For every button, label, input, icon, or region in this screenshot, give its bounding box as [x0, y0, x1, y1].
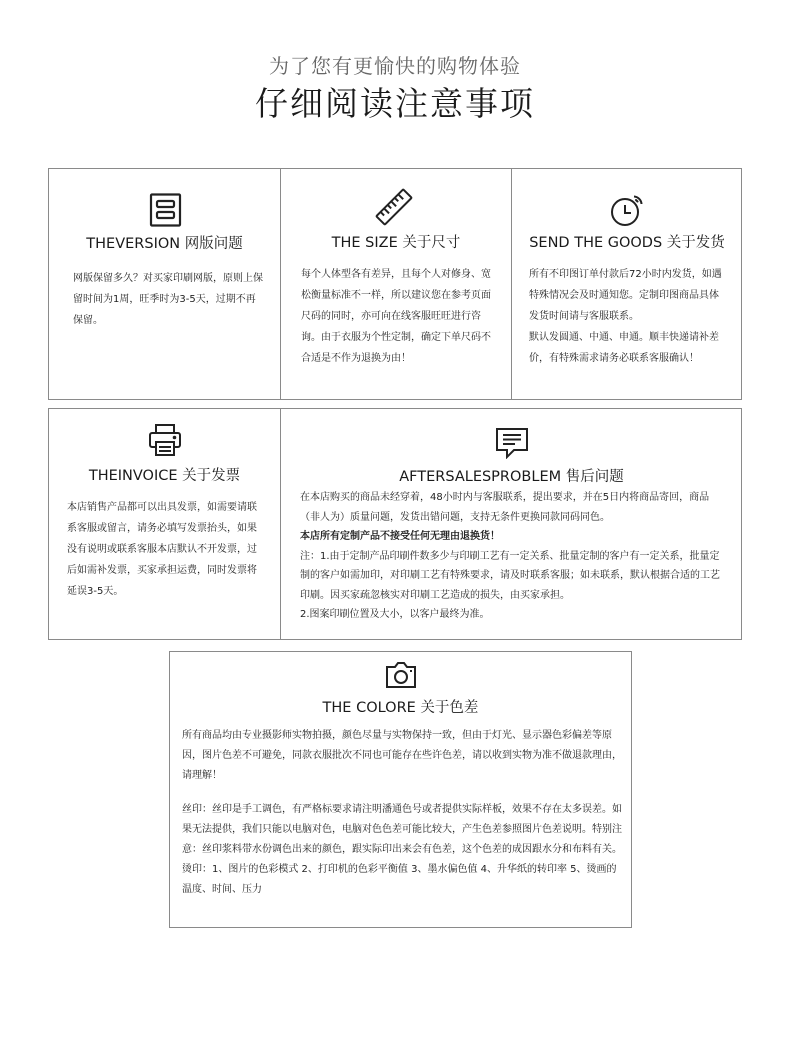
- section-color-text-3: 烫印：1、图片的色彩模式 2、打印机的色彩平衡值 3、墨水偏色值 4、升华纸的转印率 5、烫画的温度、时间、压力: [182, 864, 617, 895]
- notice-row-2: [48, 408, 742, 640]
- section-aftersales: [281, 409, 742, 639]
- section-shipping: [512, 169, 742, 399]
- section-color-text-1: 所有商品均由专业摄影师实物拍摄，颜色尽量与实物保持一致，但由于灯光、显示器色彩偏差等原因，图片色差不可避免，同款衣服批次不同也可能存在些许色差，请以收到实物为准不做退款理由，请理解！: [182, 730, 622, 781]
- message-icon: [494, 427, 530, 463]
- section-shipping-body: [529, 264, 727, 369]
- alarm-clock-icon: [610, 194, 644, 232]
- section-version-body: [73, 268, 263, 331]
- section-invoice-body: [67, 497, 265, 602]
- ruler-icon: [374, 187, 414, 231]
- header-subtitle: 为了您有更愉快的购物体验: [269, 54, 521, 78]
- camera-icon: [384, 660, 418, 694]
- section-invoice-text: 本店销售产品都可以出具发票，如需要请联系客服或留言，请务必填写发票抬头，如果没有说明或联系客服本店默认不开发票，过后如需补发票，买家承担运费，同时发票将延误3-5天。: [67, 502, 257, 597]
- section-aftersales-body: [300, 488, 726, 625]
- section-color-body: [182, 726, 622, 900]
- page-title: 仔细阅读注意事项: [255, 84, 535, 123]
- card-icon: [149, 193, 182, 231]
- section-size-body: [301, 264, 497, 369]
- section-aftersales-warning: 本店所有定制产品不接受任何无理由退换货！: [300, 531, 500, 542]
- section-color: [169, 651, 632, 928]
- section-size-text: 每个人体型各有差异，且每个人对修身、宽松衡量标准不一样，所以建议您在参考页面尺码的同时，亦可向在线客服旺旺进行咨询。由于衣服为个性定制，确定下单尺码不合适是不作为退换为由！: [301, 269, 491, 364]
- section-shipping-text-2: 默认发圆通、中通、申通。顺丰快递请补差价，有特殊需求请务必联系客服确认！: [529, 332, 719, 364]
- printer-icon: [148, 423, 182, 461]
- section-version: [49, 169, 280, 399]
- section-invoice: [49, 409, 280, 639]
- section-invoice-title: THEINVOICE 关于发票: [88, 468, 241, 484]
- notice-row-1: [48, 168, 742, 400]
- section-size-title: THE SIZE 关于尺寸: [331, 235, 461, 251]
- section-aftersales-text-4: 2.图案印刷位置及大小，以客户最终为准。: [300, 609, 490, 620]
- section-color-text-2: 丝印：丝印是手工调色，有严格标要求请注明潘通色号或者提供实际样板，效果不存在太多误差。如果无法提供，我们只能以电脑对色，电脑对色色差可能比较大，产生色差参照图片色差说明。特别注意：丝印浆料带水份调色出来的颜色，跟实际印出来会有色差，这个色差的成因跟水分和布料有关。: [182, 804, 622, 855]
- section-aftersales-text-3: 注：1.由于定制产品印刷件数多少与印刷工艺有一定关系、批量定制的客户有一定关系，批量定制的客户如需加印，对印刷工艺有特殊要求，请及时联系客服；如未联系，默认根据合适的工艺印刷。因买家疏忽核实对印刷工艺造成的损失，由买家承担。: [300, 550, 720, 601]
- section-size: [281, 169, 511, 399]
- section-aftersales-title: AFTERSALESPROBLEM 售后问题: [399, 469, 624, 485]
- section-color-title: THE COLORE 关于色差: [322, 700, 479, 716]
- section-version-title: THEVERSION 网版问题: [86, 236, 243, 252]
- section-shipping-text-1: 所有不印图订单付款后72小时内发货，如遇特殊情况会及时通知您。定制印图商品具体发货时间请与客服联系。: [529, 269, 722, 322]
- section-shipping-title: SEND THE GOODS 关于发货: [529, 235, 725, 251]
- section-version-text: 网版保留多久？对买家印刷网版，原则上保留时间为1周，旺季时为3-5天，过期不再保留。: [73, 273, 263, 326]
- section-aftersales-text-1: 在本店购买的商品未经穿着，48小时内与客服联系，提出要求，并在5日内将商品寄回，商品（非人为）质量问题，发货出错问题，支持无条件更换同款同码同色。: [300, 492, 710, 523]
